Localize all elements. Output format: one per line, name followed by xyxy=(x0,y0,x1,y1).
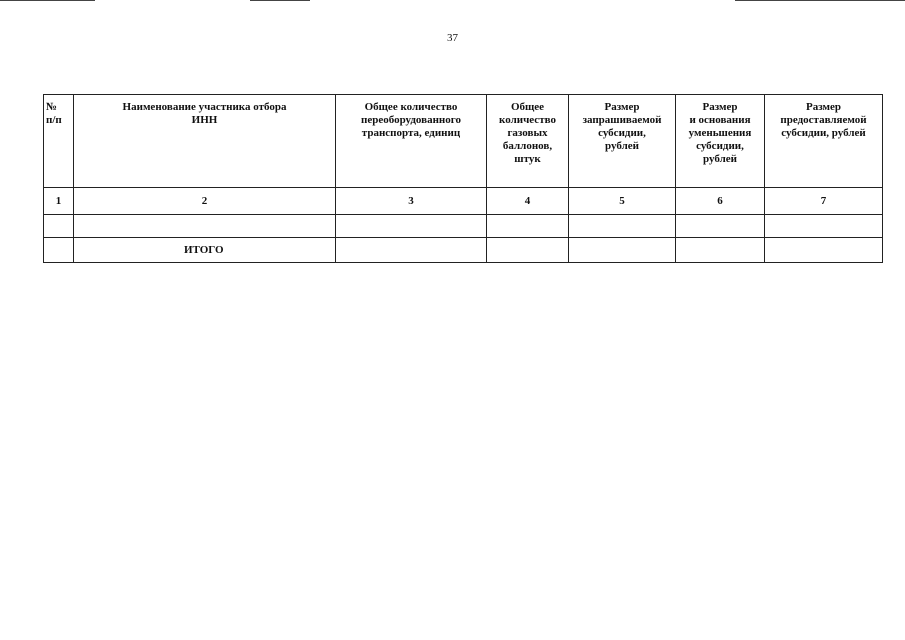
column-number: 1 xyxy=(44,188,74,215)
table-cell xyxy=(487,238,569,263)
column-number-row xyxy=(44,188,883,215)
top-edge-line xyxy=(735,0,905,1)
table-cell xyxy=(765,215,883,238)
column-number: 7 xyxy=(765,188,883,215)
header-row-number: № п/п xyxy=(44,95,74,188)
header-participant-name: Наименование участника отбора ИНН xyxy=(74,95,336,188)
column-number: 6 xyxy=(676,188,765,215)
column-number: 2 xyxy=(74,188,336,215)
header-granted-subsidy: Размер предоставляемой субсидии, рублей xyxy=(765,95,883,188)
table-cell xyxy=(44,238,74,263)
table-cell xyxy=(765,238,883,263)
header-requested-subsidy: Размер запрашиваемой субсидии, рублей xyxy=(569,95,676,188)
table-cell xyxy=(44,215,74,238)
table-cell xyxy=(569,238,676,263)
table-cell xyxy=(676,215,765,238)
column-number: 3 xyxy=(336,188,487,215)
column-number: 5 xyxy=(569,188,676,215)
top-edge-line xyxy=(250,0,310,1)
header-gas-cylinders: Общее количество газовых баллонов, штук xyxy=(487,95,569,188)
table-cell xyxy=(336,215,487,238)
header-subsidy-reduction: Размер и основания уменьшения субсидии, рублей xyxy=(676,95,765,188)
column-number: 4 xyxy=(487,188,569,215)
table-cell xyxy=(676,238,765,263)
table-cell xyxy=(569,215,676,238)
table-cell xyxy=(74,215,336,238)
table-cell xyxy=(487,215,569,238)
table-cell xyxy=(336,238,487,263)
total-row xyxy=(44,238,883,263)
header-row xyxy=(44,95,883,188)
total-label: ИТОГО xyxy=(74,238,336,263)
subsidy-table xyxy=(43,94,883,263)
table-row xyxy=(44,215,883,238)
header-converted-transport: Общее количество переоборудованного транспорта, единиц xyxy=(336,95,487,188)
top-edge-line xyxy=(0,0,95,1)
page-number: 37 xyxy=(447,32,458,44)
